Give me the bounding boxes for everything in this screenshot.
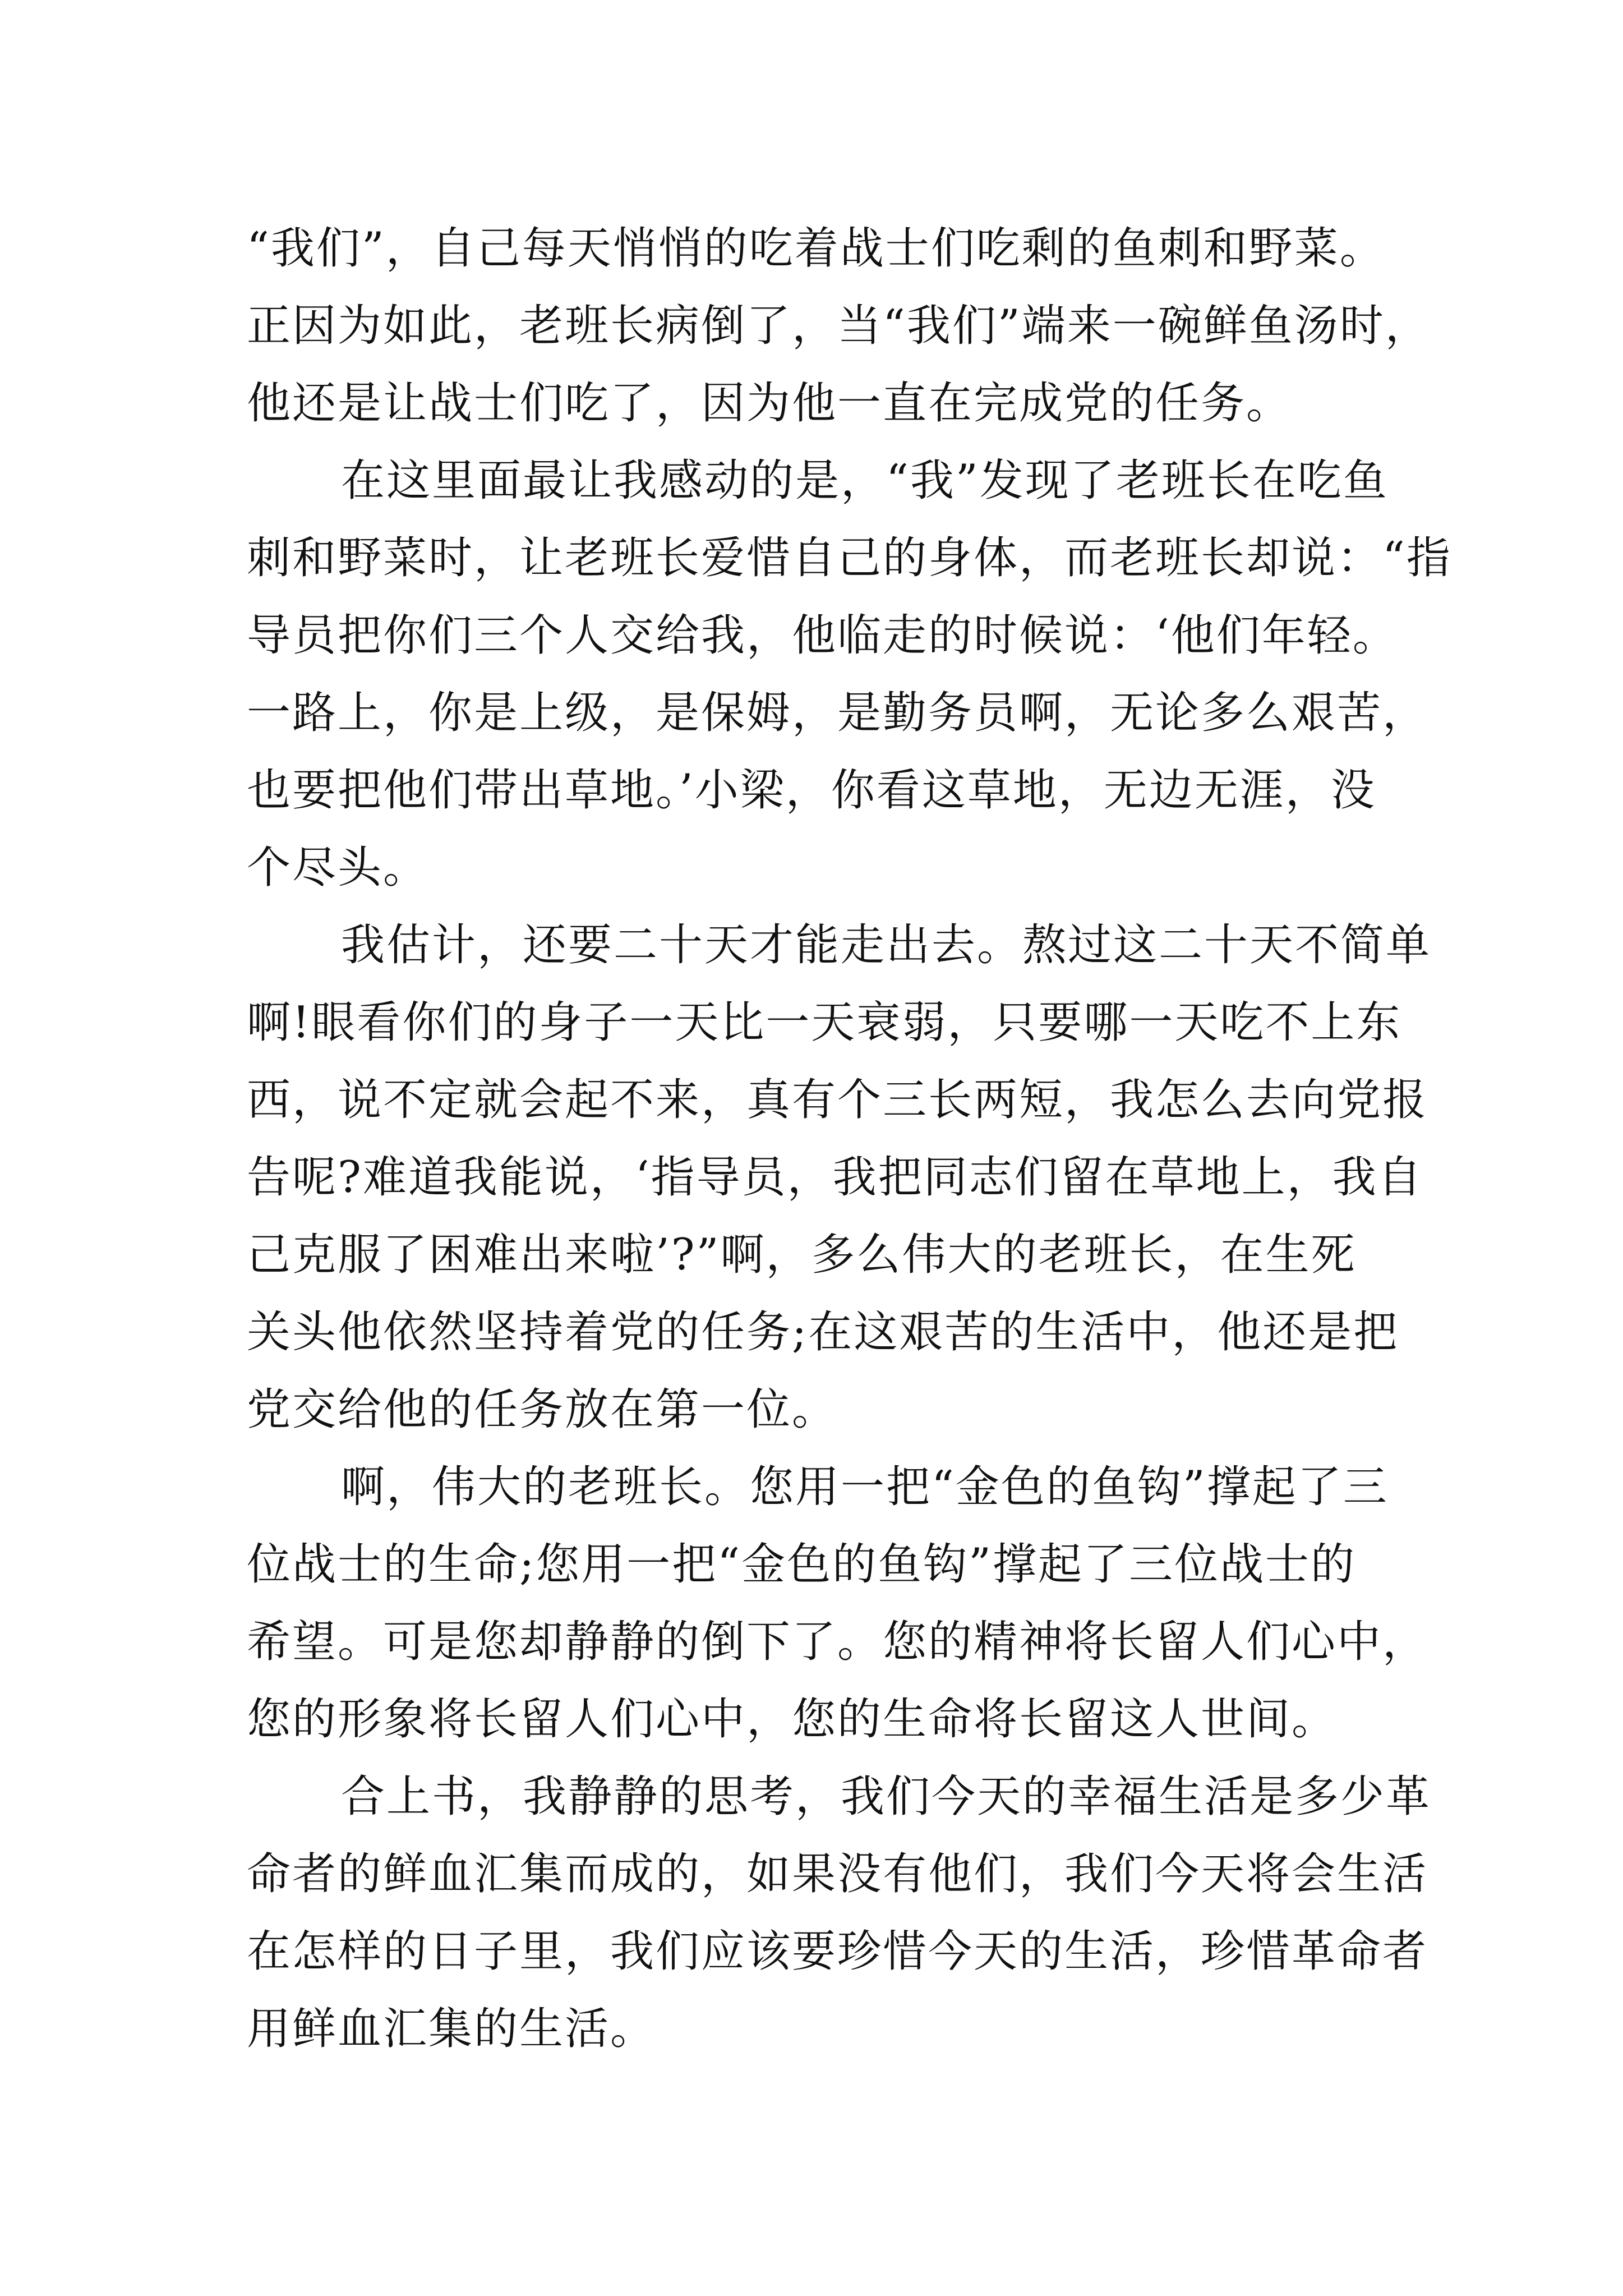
text-line: 位战士的生命;您用一把“金色的鱼钩”撑起了三位战士的	[247, 1539, 1357, 1590]
text-line: 个尽头。	[247, 843, 429, 893]
text-line: 希望。可是您却静静的倒下了。您的精神将长留人们心中，	[247, 1617, 1428, 1667]
text-line: 啊，伟大的老班长。您用一把“金色的鱼钩”撑起了三	[341, 1462, 1389, 1512]
text-line: 一路上，你是上级，是保姆，是勤务员啊，无论多么艰苦，	[247, 688, 1428, 738]
text-line: 在这里面最让我感动的是，“我”发现了老班长在吃鱼	[341, 455, 1389, 506]
text-line: 正因为如此，老班长病倒了，当“我们”端来一碗鲜鱼汤时，	[247, 301, 1431, 351]
paragraph-3	[247, 907, 1432, 1448]
text-line: 告呢?难道我能说，‘指导员，我把同志们留在草地上，我自	[247, 1152, 1423, 1203]
text-line: “我们”，自己每天悄悄的吃着战士们吃剩的鱼刺和野菜。	[247, 223, 1385, 274]
text-line: 合上书，我静静的思考，我们今天的幸福生活是多少革	[341, 1772, 1432, 1822]
text-line: 也要把他们带出草地。’小梁，你看这草地，无边无涯，没	[247, 765, 1376, 816]
document-body	[247, 210, 1452, 2068]
text-line: 在怎样的日子里，我们应该要珍惜今天的生活，珍惜革命者	[247, 1926, 1428, 1977]
text-line: 己克服了困难出来啦’?”啊，多么伟大的老班长，在生死	[247, 1230, 1357, 1280]
text-line: 您的形象将长留人们心中，您的生命将长留这人世间。	[247, 1694, 1338, 1745]
text-line: 啊!眼看你们的身子一天比一天衰弱，只要哪一天吃不上东	[247, 997, 1402, 1048]
text-line: 我估计，还要二十天才能走出去。熬过这二十天不简单	[341, 920, 1432, 970]
paragraph-4	[247, 1448, 1428, 1758]
paragraph-2	[247, 442, 1452, 907]
text-line: 刺和野菜时，让老班长爱惜自己的身体，而老班长却说：“指	[247, 533, 1452, 583]
text-line: 用鲜血汇集的生活。	[247, 2004, 656, 2054]
paragraph-5	[247, 1758, 1432, 2068]
text-line: 关头他依然坚持着党的任务;在这艰苦的生活中，他还是把	[247, 1307, 1399, 1358]
text-line: 导员把你们三个人交给我，他临走的时候说：‘他们年轻。	[247, 610, 1398, 661]
text-line: 他还是让战士们吃了，因为他一直在完成党的任务。	[247, 378, 1292, 429]
text-line: 党交给他的任务放在第一位。	[247, 1384, 838, 1435]
paragraph-1	[247, 210, 1431, 442]
text-line: 西，说不定就会起不来，真有个三长两短，我怎么去向党报	[247, 1075, 1428, 1125]
text-line: 命者的鲜血汇集而成的，如果没有他们，我们今天将会生活	[247, 1849, 1428, 1899]
